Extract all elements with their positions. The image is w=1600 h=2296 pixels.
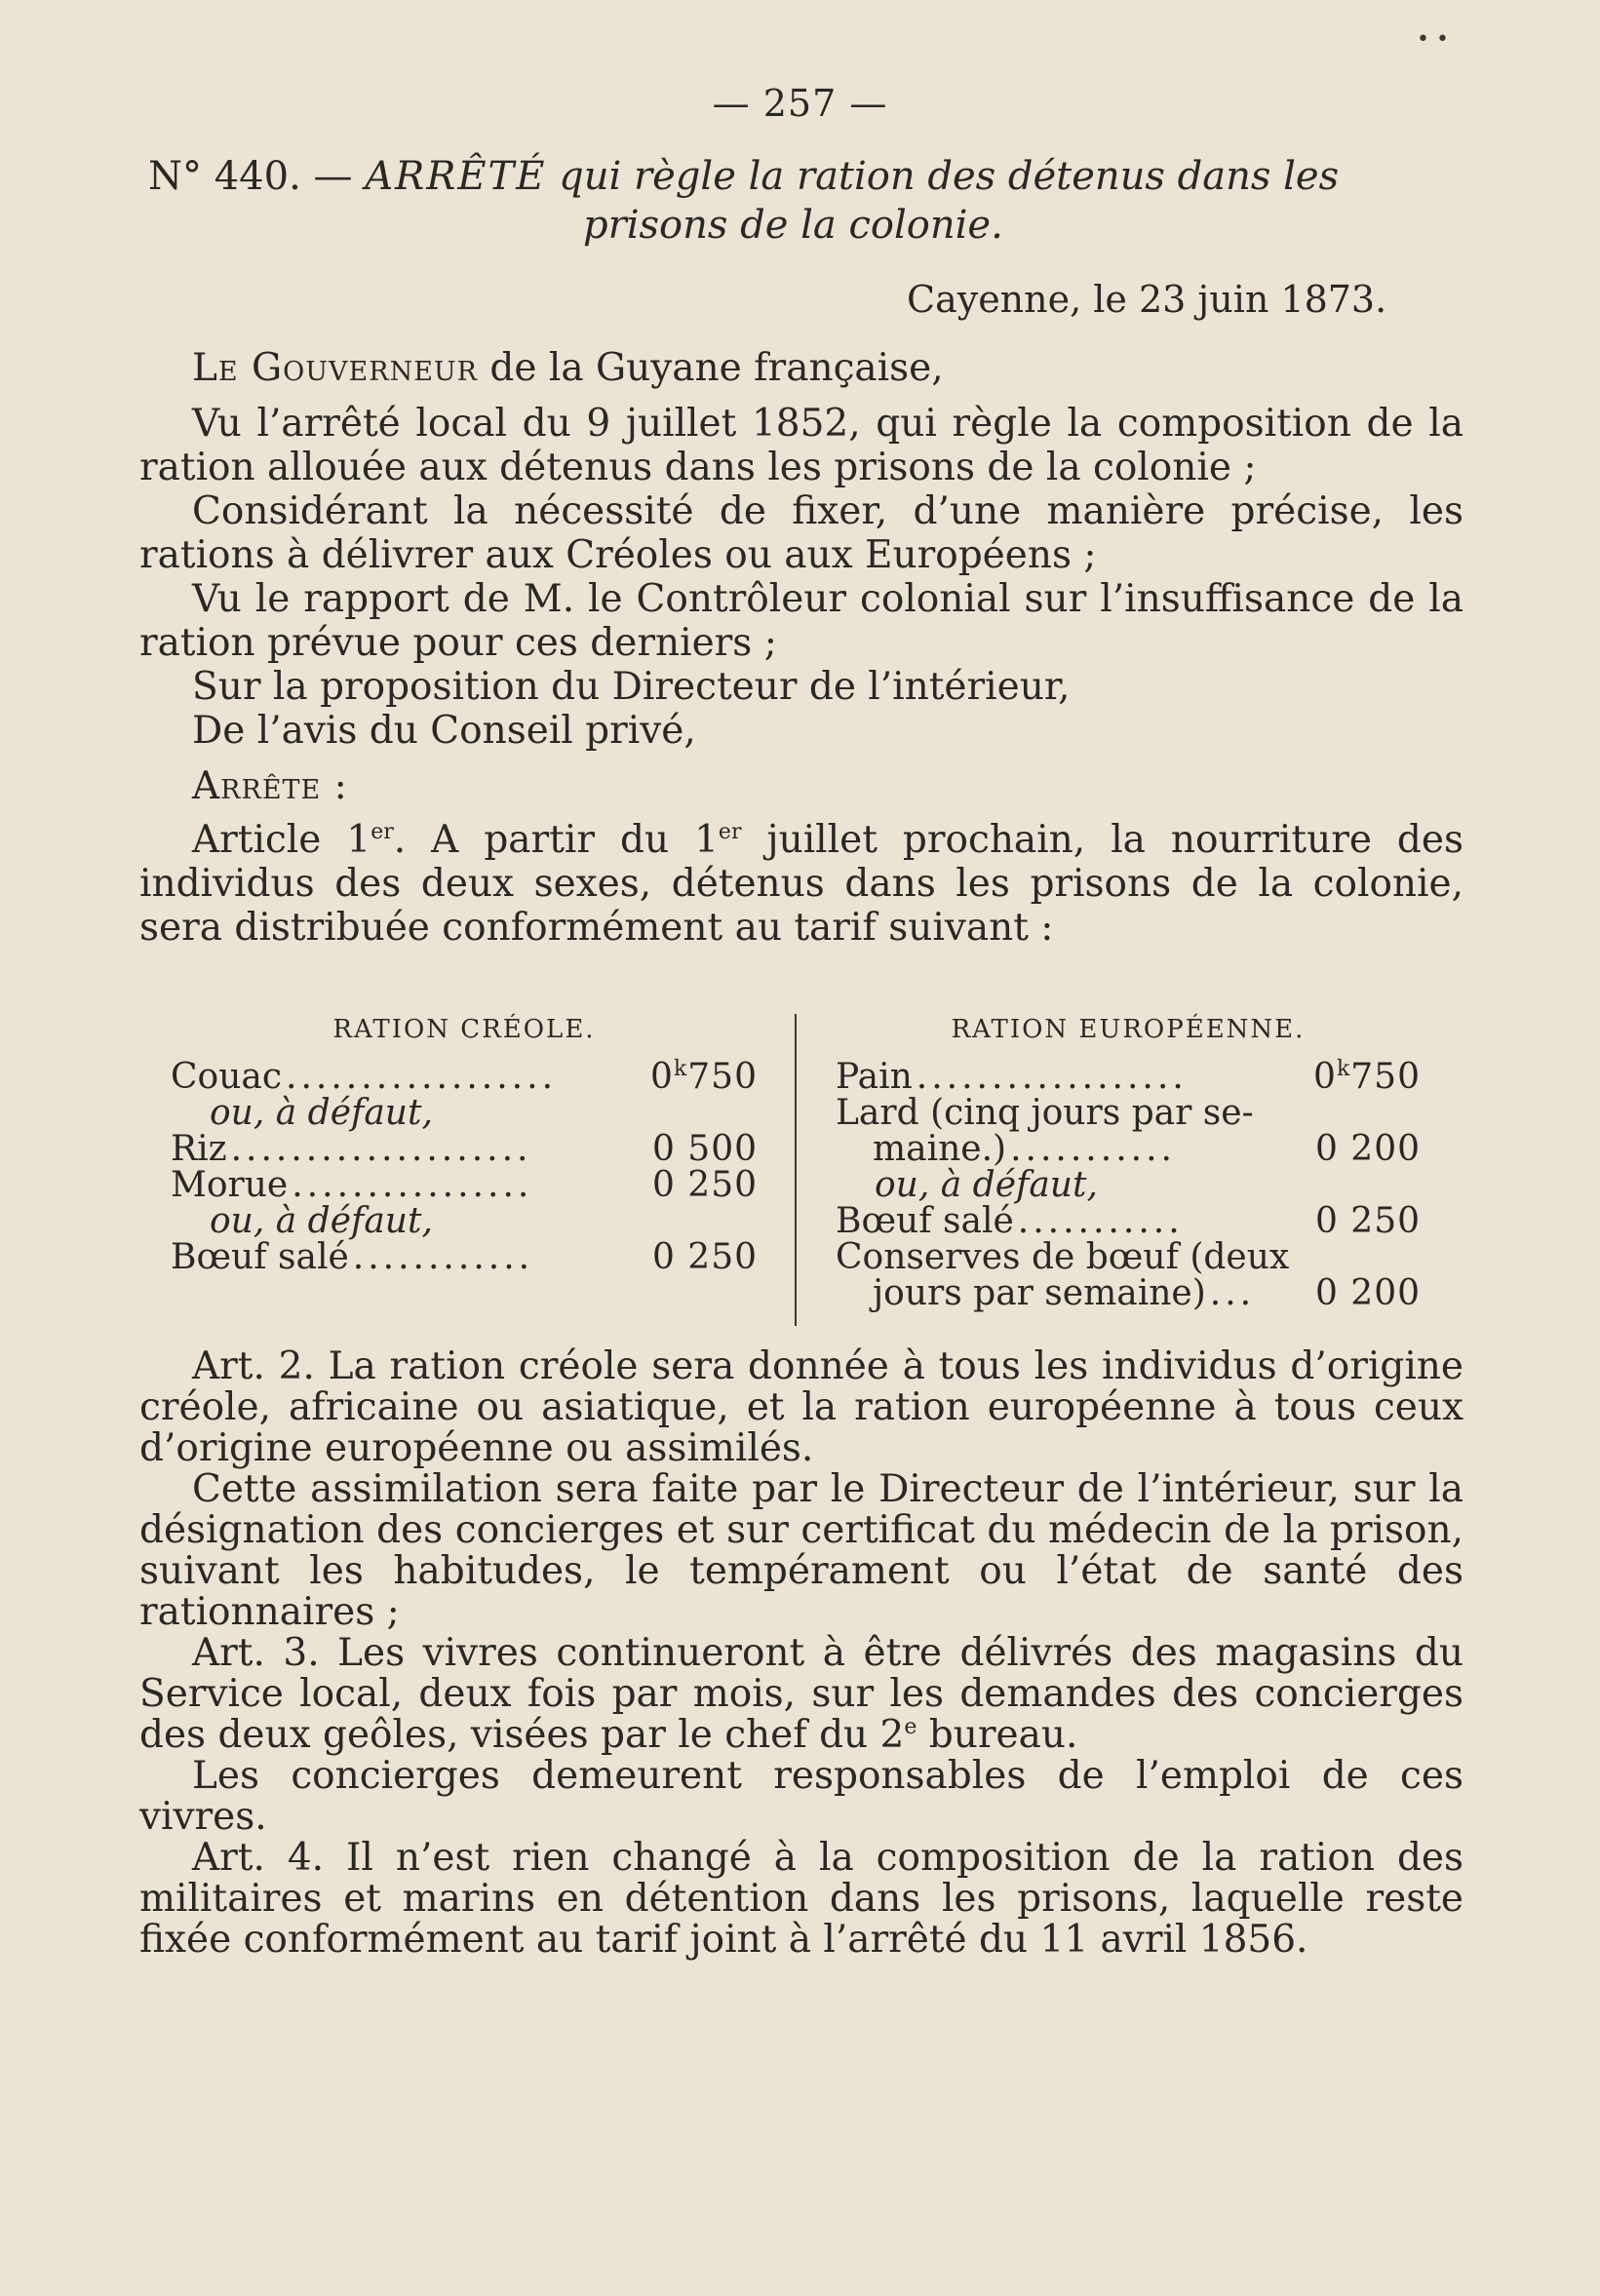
articles [139,1346,1463,1961]
item-qty: 0 250 [651,1165,758,1205]
ration-note: ou, à défaut, [210,1093,433,1133]
article-1-rest: juillet prochain, la nourriture des individus des deux sexes, détenus dans les prisons de la colonie, sera distribuée conformément au tarif suivant : [139,818,1463,950]
leader-dots: ................ [292,1167,533,1203]
assimilation-paragraph: Cette assimilation sera faite par le Directeur de l’intérieur, sur la désignation des concierges et sur certificat du médecin de la prison, suivant les habitudes, le tempérament ou l’état de santé des rationnaires ; [139,1467,1463,1634]
item-label: Lard (cinq jours par se- [836,1093,1254,1133]
item-qty [645,1059,758,1095]
item-qty: 0 250 [651,1237,758,1277]
leader-dots: ........... [1010,1131,1176,1167]
article-3-sup: e [904,1715,917,1739]
concierges-paragraph: Les concierges demeurent responsables de l’emploi de ces vivres. [139,1754,1463,1839]
qty-int: 0 [650,1057,674,1097]
leader-dots: .................... [230,1131,532,1167]
leader-dots: ... [1209,1275,1256,1311]
article-1-prefix-sup: er [371,820,394,844]
item-qty: 0 500 [651,1129,758,1169]
ration-row [836,1131,1421,1167]
qty-dec: 750 [687,1057,758,1097]
leader-dots: ........... [1017,1203,1184,1239]
document-title-continuation: prisons de la colonie. [583,203,1003,248]
title-dash: — [300,154,366,199]
ration-row [171,1131,758,1167]
item-label: jours par semaine) [873,1273,1206,1313]
item-qty: 0 200 [1314,1273,1421,1313]
article-2: Art. 2. La ration créole sera donnée à tous les individus d’origine créole, africaine ou asiatique, et la ration européenne à tous ceux d’origine européenne ou assimilés. [139,1344,1463,1470]
leader-dots: ............ [352,1239,534,1275]
item-qty: 0 250 [1314,1201,1421,1241]
ration-europeenne-column [836,1010,1421,1311]
article-1-prefix: Article 1 [192,818,371,862]
qty-dec: 750 [1350,1057,1421,1097]
item-label: Bœuf salé [836,1201,1014,1241]
vu-arrete-1852: Vu l’arrêté local du 9 juillet 1852, qui règle la composition de la ration allouée aux détenus dans les prisons de la colonie ; [139,402,1463,489]
leader-dots: .................. [286,1059,558,1095]
ration-note: ou, à défaut, [875,1165,1098,1205]
item-label: maine.) [873,1129,1007,1169]
ration-row [836,1203,1421,1239]
leader-dots: .................. [916,1059,1188,1095]
item-label: Bœuf salé [171,1237,349,1277]
ration-row [836,1059,1421,1095]
document-title [148,153,1464,200]
governor-title: Le Gouverneur [192,346,479,390]
arrete-label: Arrête : [192,764,348,808]
ration-row [171,1167,758,1203]
ration-row [171,1059,758,1095]
article-3-end: bureau. [917,1713,1078,1757]
ration-row [836,1239,1421,1275]
item-label: Conserves de bœuf (deux [836,1237,1290,1277]
avis-conseil: De l’avis du Conseil privé, [192,709,696,753]
article-1-mid-sup: er [718,820,742,844]
ration-row [836,1095,1421,1131]
considerant: Considérant la nécessité de fixer, d’une manière précise, les rations à délivrer aux Créoles ou aux Européens ; [139,489,1463,577]
preamble [139,346,1463,950]
item-label: Riz [171,1129,227,1169]
item-qty: 0 200 [1314,1129,1421,1169]
column-divider [795,1014,797,1326]
page-number: — 257 — [712,82,888,125]
ration-row [836,1275,1421,1311]
ration-creole-column [171,1010,758,1275]
item-label: Couac [171,1057,283,1097]
article-3 [139,1633,1463,1756]
item-label: Pain [836,1057,913,1097]
qty-unit: k [673,1057,688,1081]
article-4: Art. 4. Il n’est rien changé à la composition de la ration des militaires et marins en détention dans les prisons, laquelle reste fixée conformément au tarif joint à l’arrêté du 11 avril 1856. [139,1836,1463,1962]
title-subject: qui règle la ration des détenus dans les [546,154,1340,199]
ration-table [171,1010,1438,1329]
governor-rest: de la Guyane française, [478,346,944,390]
ration-europeenne-heading: RATION EUROPÉENNE. [951,1015,1306,1044]
page-marks: • • [1417,27,1449,52]
vu-rapport: Vu le rapport de M. le Contrôleur colonial sur l’insuffisance de la ration prévue pour ces derniers ; [139,577,1463,665]
qty-int: 0 [1313,1057,1337,1097]
ration-row [171,1239,758,1275]
ration-note: ou, à défaut, [210,1201,433,1241]
title-arrete: ARRÊTÉ [365,154,547,199]
article-1 [139,818,1463,950]
item-qty [1308,1059,1421,1095]
ration-creole-heading: RATION CRÉOLE. [332,1015,596,1044]
qty-unit: k [1336,1057,1351,1081]
article-3-text: Art. 3. Les vivres continueront à être délivrés des magasins du Service local, deux fois par mois, sur les demandes des concierges des deux geôles, visées par le chef du 2 [139,1631,1463,1757]
item-label: Morue [171,1165,289,1205]
dateline: Cayenne, le 23 juin 1873. [907,278,1387,321]
sur-proposition: Sur la proposition du Directeur de l’intérieur, [192,665,1071,709]
governor-line [139,346,1463,390]
decree-number: N° 440. [148,154,301,199]
article-1-mid: . A partir du 1 [393,818,719,862]
